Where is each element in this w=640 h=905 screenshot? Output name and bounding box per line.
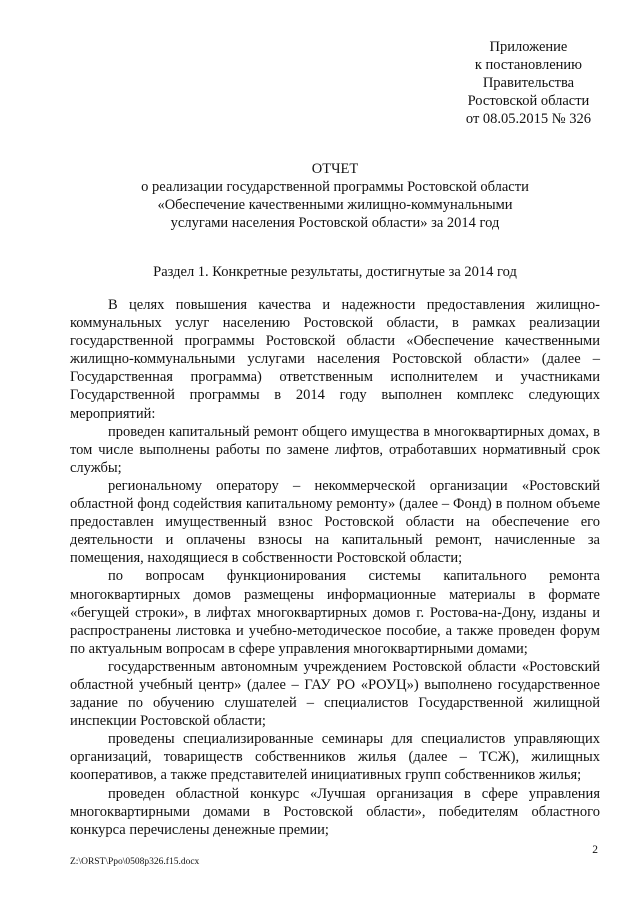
title-line: о реализации государственной программы Ростовской области bbox=[141, 179, 529, 195]
paragraph: В целях повышения качества и надежности предоставления жилищно-коммунальных услуг населению Ростовской области, в рамках реализации государственной программы Ростовской области «Обеспечение качественными жилищно-коммунальными услугами населения Ростовской области» (далее – Государственная программа) ответственным исполнителем и участниками Государственной программы в 2014 году выполнен комплекс следующих мероприятий: bbox=[70, 297, 600, 422]
report-heading: ОТЧЕТ bbox=[311, 161, 359, 177]
appendix-line: к постановлению bbox=[474, 57, 582, 73]
paragraph: по вопросам функционирования системы капитального ремонта многоквартирных домов размещены информационные материалы в формате «бегущей строки», в лифтах многоквартирных домов г. Ростова-на-Дону, изданы и распространены листовка и учебно-методическое пособие, а также проведен форум по актуальным вопросам в сфере управления многоквартирными домами; bbox=[70, 568, 600, 657]
title-line: услугами населения Ростовской области» за 2014 год bbox=[170, 215, 500, 231]
paragraph: проведен капитальный ремонт общего имущества в многоквартирных домах, в том числе выполнены работы по замене лифтов, отработавших нормативный срок службы; bbox=[70, 423, 600, 476]
file-path-footer: Z:\ORST\Ppo\0508p326.f15.docx bbox=[70, 857, 200, 867]
section-title: Раздел 1. Конкретные результаты, достигнутые за 2014 год bbox=[153, 264, 517, 280]
appendix-line: Ростовской области bbox=[467, 93, 590, 109]
appendix-header bbox=[466, 38, 591, 128]
paragraph: проведен областной конкурс «Лучшая организация в сфере управления многоквартирными домами в Ростовской области», победителям областного конкурса перечислены денежные премии; bbox=[70, 785, 600, 838]
paragraph: государственным автономным учреждением Ростовской области «Ростовский областной учебный центр» (далее – ГАУ РО «РОУЦ») выполнено государственное задание по обучению слушателей – специалистов Государственной жилищной инспекции Ростовской области; bbox=[70, 658, 600, 730]
appendix-line: от 08.05.2015 № 326 bbox=[465, 111, 591, 127]
page-number: 2 bbox=[592, 844, 598, 856]
report-title bbox=[70, 160, 600, 232]
appendix-line: Правительства bbox=[482, 75, 575, 91]
paragraph: проведены специализированные семинары для специалистов управляющих организаций, товариществ собственников жилья (далее – ТСЖ), жилищных кооперативов, а также представителей инициативных групп собственников жилья; bbox=[70, 731, 600, 784]
body-text bbox=[70, 296, 600, 839]
paragraph: региональному оператору – некоммерческой организации «Ростовский областной фонд содействия капитальному ремонту» (далее – Фонд) в полном объеме предоставлен имущественный взнос Ростовской области на обеспечение его деятельности и оплачены взносы на капитальный ремонт, начисленные за помещения, находящиеся в собственности Ростовской области; bbox=[70, 477, 600, 567]
appendix-line: Приложение bbox=[489, 39, 568, 55]
title-line: «Обеспечение качественными жилищно-коммунальными bbox=[157, 197, 513, 213]
